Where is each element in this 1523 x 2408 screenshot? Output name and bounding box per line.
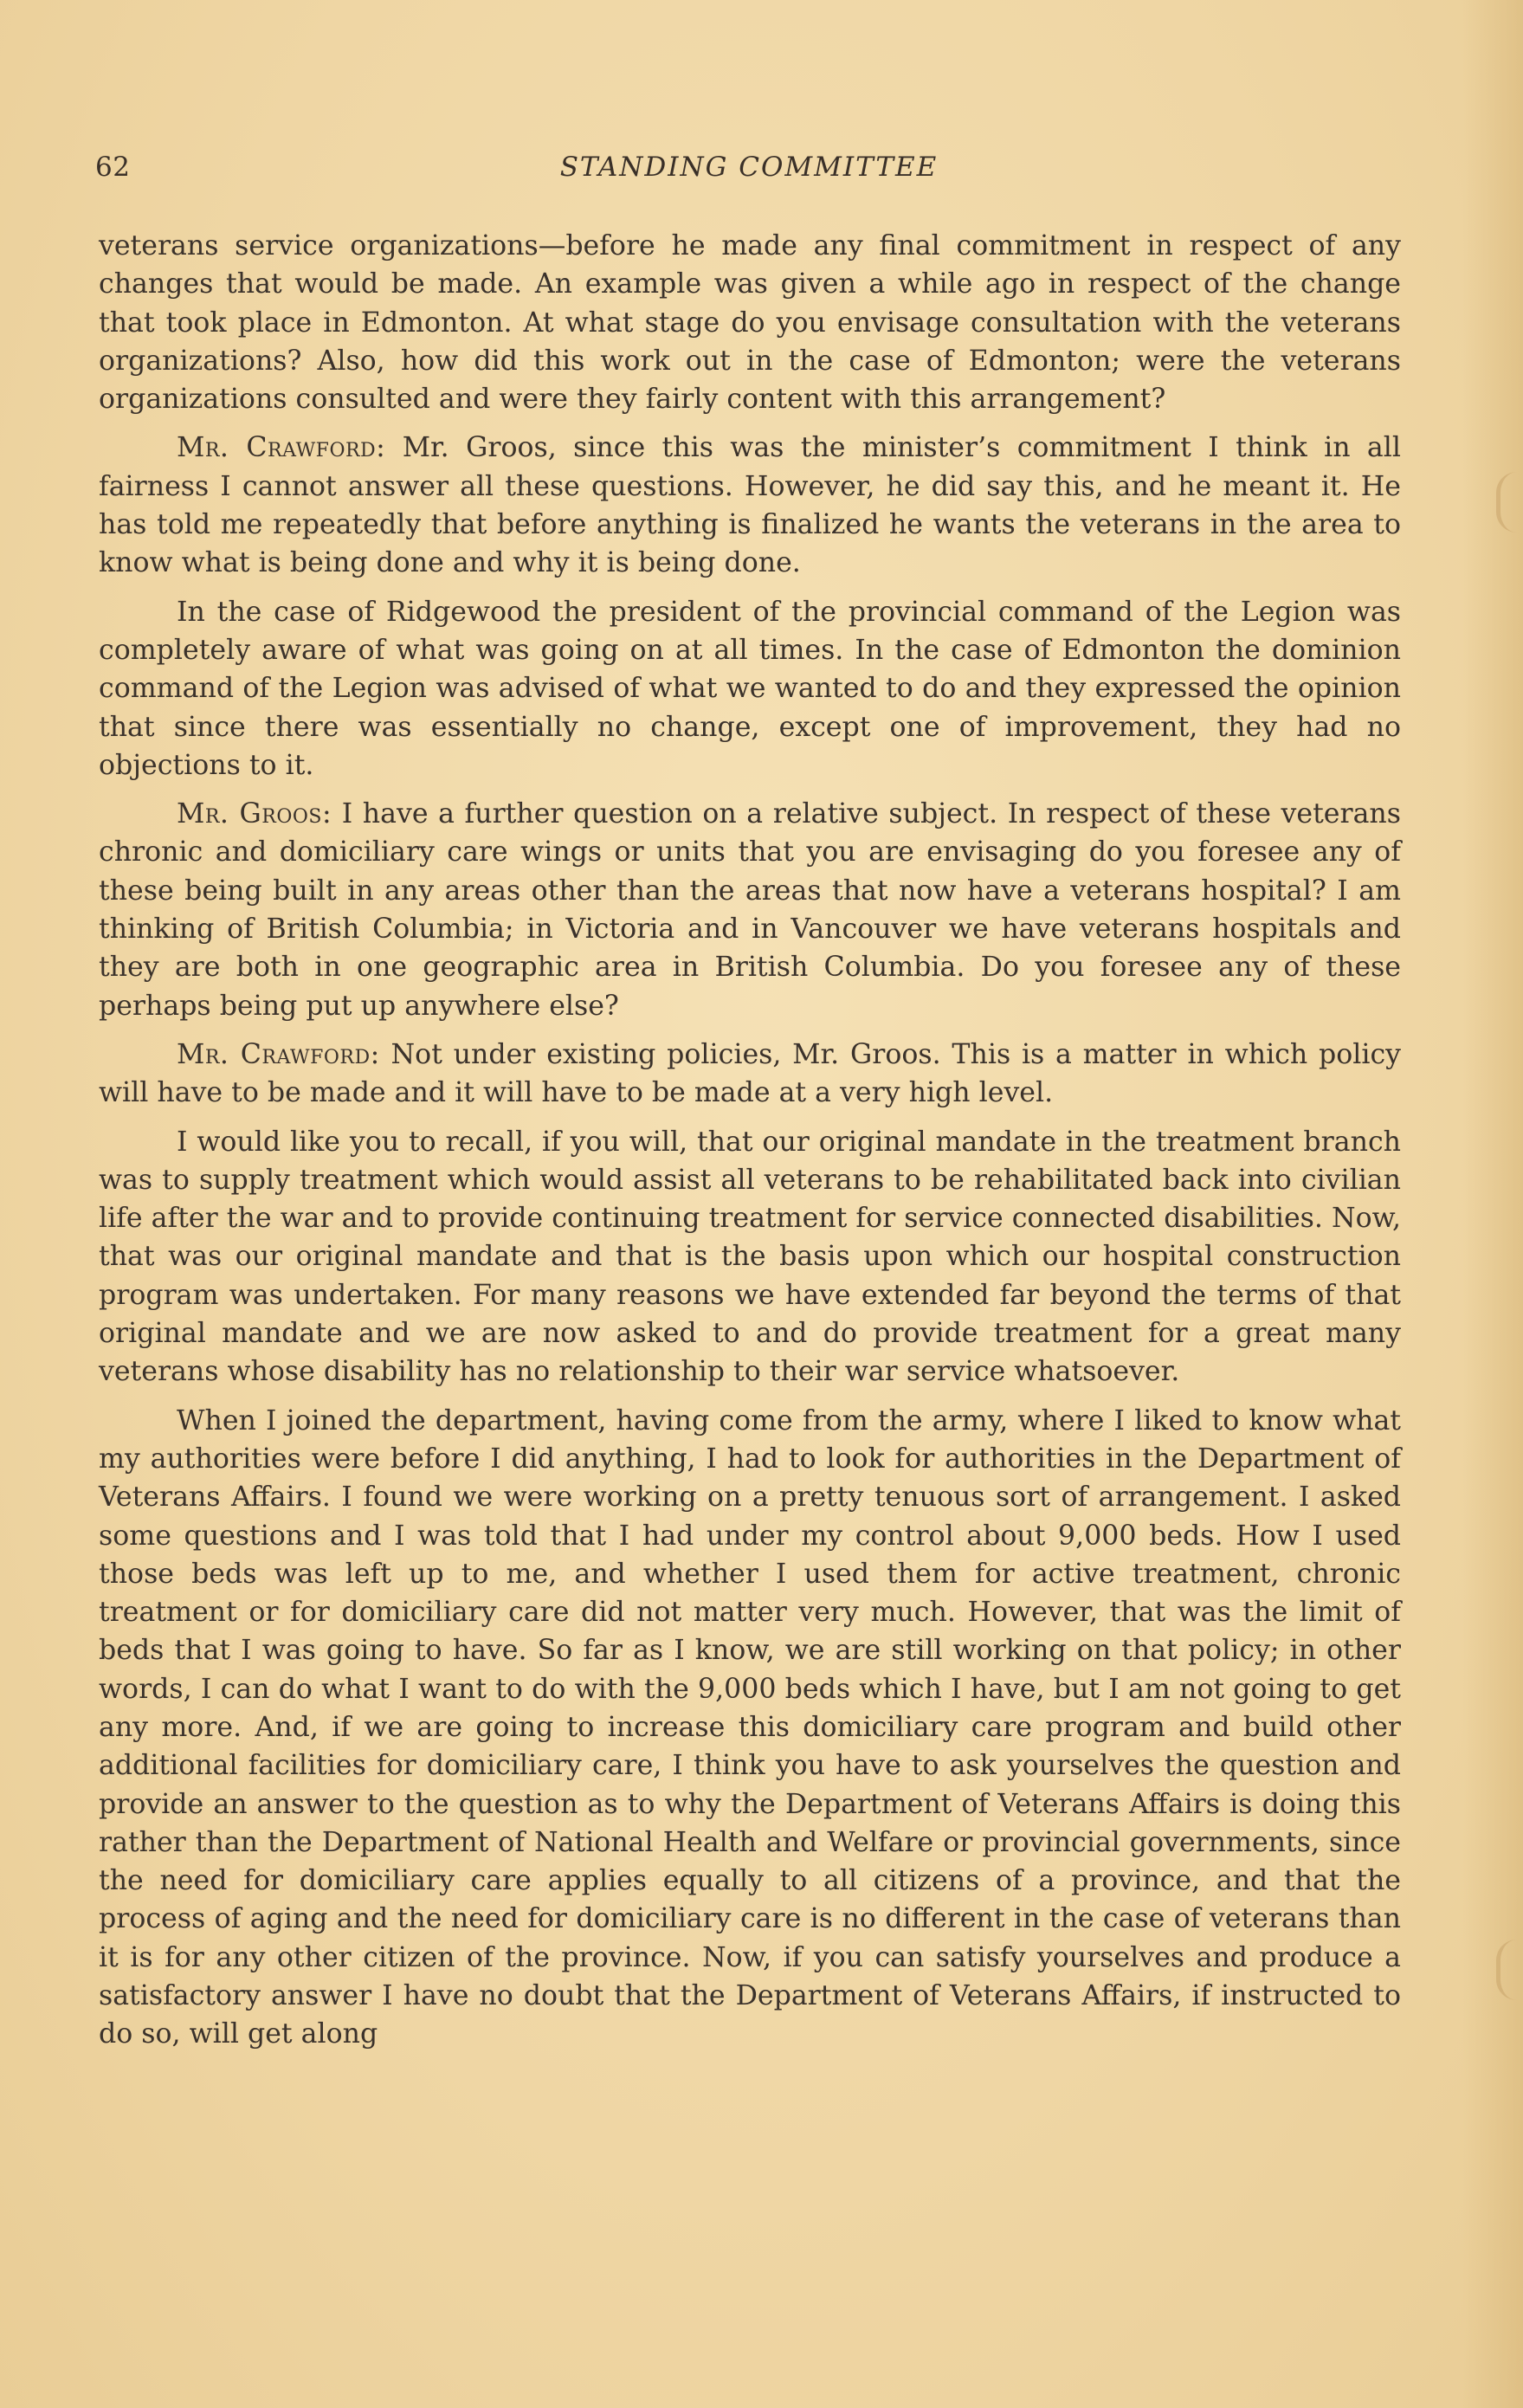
page-edge-shading bbox=[1462, 0, 1523, 2408]
paragraph bbox=[99, 593, 1401, 784]
speaker-name: Mr. Groos: bbox=[177, 798, 332, 830]
paragraph bbox=[99, 429, 1401, 582]
margin-binding-mark bbox=[1496, 1940, 1521, 2000]
running-head: STANDING COMMITTEE bbox=[559, 152, 939, 183]
paragraph bbox=[99, 1123, 1401, 1391]
page-number: 62 bbox=[95, 152, 131, 183]
paragraph-text: Mr. Groos, since this was the minister’s commitment I think in all fairness I cannot answer all these questions. However, he did say this, and he meant it. He has told me repeatedly that before anything is finalized he wants the veterans in the area to know what is being done and why it is being done. bbox=[99, 432, 1401, 579]
paragraph-text: I would like you to recall, if you will, that our original mandate in the treatment branch was to supply treatment which would assist all veterans to be rehabilitated back into civilian life after the war and to provide continuing treatment for service connected disabilities. Now, that was our original mandate and that is the basis upon which our hospital construction program was undertaken. For many reasons we have extended far beyond the terms of that original mandate and we are now asked to and do provide treatment for a great many veterans whose disability has no relationship to their war service whatsoever. bbox=[99, 1126, 1401, 1388]
speaker-name: Mr. Crawford: bbox=[177, 1038, 380, 1070]
paragraph-text: When I joined the department, having come from the army, where I liked to know what my authorities were before I did anything, I had to look for authorities in the Department of Veterans Affairs. I found we were working on a pretty tenuous sort of arrangement. I asked some questions and I was told that I had under my control about 9,000 beds. How I used those beds was left up to me, and whether I used them for active treatment, chronic treatment or for domiciliary care did not matter very much. However, that was the limit of beds that I was going to have. So far as I know, we are still working on that policy; in other words, I can do what I want to do with the 9,000 beds which I have, but I am not going to get any more. And, if we are going to increase this domiciliary care program and build other additional facilities for domiciliary care, I think you have to ask yourselves the question and provide an answer to the question as to why the Department of Veterans Affairs is doing this rather than the Department of National Health and Welfare or provincial governments, since the need for domiciliary care applies equally to all citizens of a province, and that the process of aging and the need for domiciliary care is no different in the case of veterans than it is for any other citizen of the province. Now, if you can satisfy yourselves and produce a satisfactory answer I have no doubt that the Department of Veterans Affairs, if instructed to do so, will get along bbox=[99, 1404, 1401, 2050]
paragraph-text: veterans service organizations—before he made any final commitment in respect of any changes that would be made. An example was given a while ago in respect of the change that took place in Edmonton. At what stage do you envisage consultation with the veterans organizations? Also, how did this work out in the case of Edmonton; were the veterans organizations consulted and were they fairly content with this arrangement? bbox=[99, 230, 1401, 416]
margin-binding-mark bbox=[1496, 472, 1521, 533]
paragraph-text: I have a further question on a relative subject. In respect of these veterans chronic and domiciliary care wings or units that you are envisaging do you foresee any of these being built in any areas other than the areas that now have a veterans hospital? I am thinking of British Columbia; in Victoria and in Vancouver we have veterans hospitals and they are both in one geographic area in British Columbia. Do you foresee any of these perhaps being put up anywhere else? bbox=[99, 798, 1401, 1022]
paragraph-text: Not under existing policies, Mr. Groos. This is a matter in which policy will have to be made and it will have to be made at a very high level. bbox=[99, 1038, 1402, 1109]
body-text bbox=[99, 227, 1401, 2064]
paragraph-text: In the case of Ridgewood the president of the provincial command of the Legion was completely aware of what was going on at all times. In the case of Edmonton the dominion command of the Legion was advised of what we wanted to do and they expressed the opinion that since there was essentially no change, except one of improvement, they had no objections to it. bbox=[99, 596, 1401, 781]
page-header bbox=[95, 152, 1403, 195]
paragraph bbox=[99, 1036, 1401, 1113]
paragraph bbox=[99, 227, 1401, 418]
paragraph bbox=[99, 795, 1401, 1025]
speaker-name: Mr. Crawford: bbox=[177, 432, 386, 464]
paragraph bbox=[99, 1402, 1401, 2054]
